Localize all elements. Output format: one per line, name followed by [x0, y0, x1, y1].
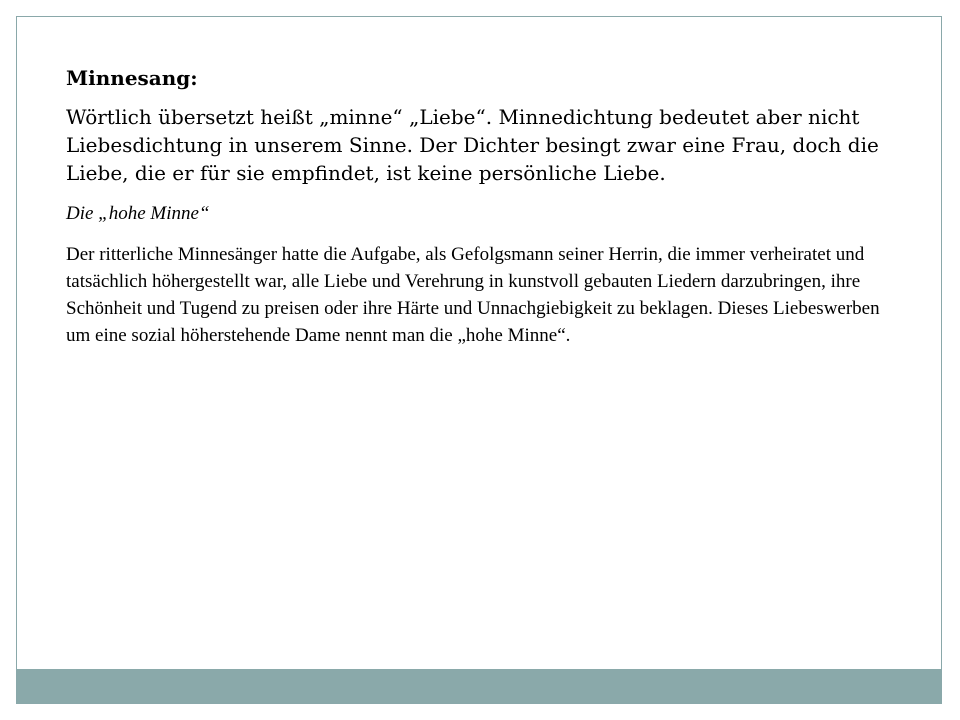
- intro-paragraph: Wörtlich übersetzt heißt „minne“ „Liebe“. Minnedichtung bedeutet aber nicht Liebesdichtung in unserem Sinne. Der Dichter besingt zwar eine Frau, doch die Liebe, die er für sie empfindet, ist keine persönliche Liebe.: [66, 105, 879, 185]
- slide: [16, 16, 942, 704]
- section-subheading: Die „hohe Minne“: [66, 203, 210, 224]
- body-paragraph: Der ritterliche Minnesänger hatte die Aufgabe, als Gefolgsmann seiner Herrin, die immer verheiratet und tatsächlich höhergestellt war, alle Liebe und Verehrung in kunstvoll gebauten Liedern darzubringen, ihre Schönheit und Tugend zu preisen oder ihre Härte und Unnachgiebigkeit zu beklagen. Dieses Liebeswerben um eine sozial höherstehende Dame nennt man die „hohe Minne“.: [66, 244, 880, 346]
- slide-heading: Minnesang:: [66, 66, 198, 90]
- slide-content: [66, 65, 886, 349]
- footer-bar: [17, 669, 941, 703]
